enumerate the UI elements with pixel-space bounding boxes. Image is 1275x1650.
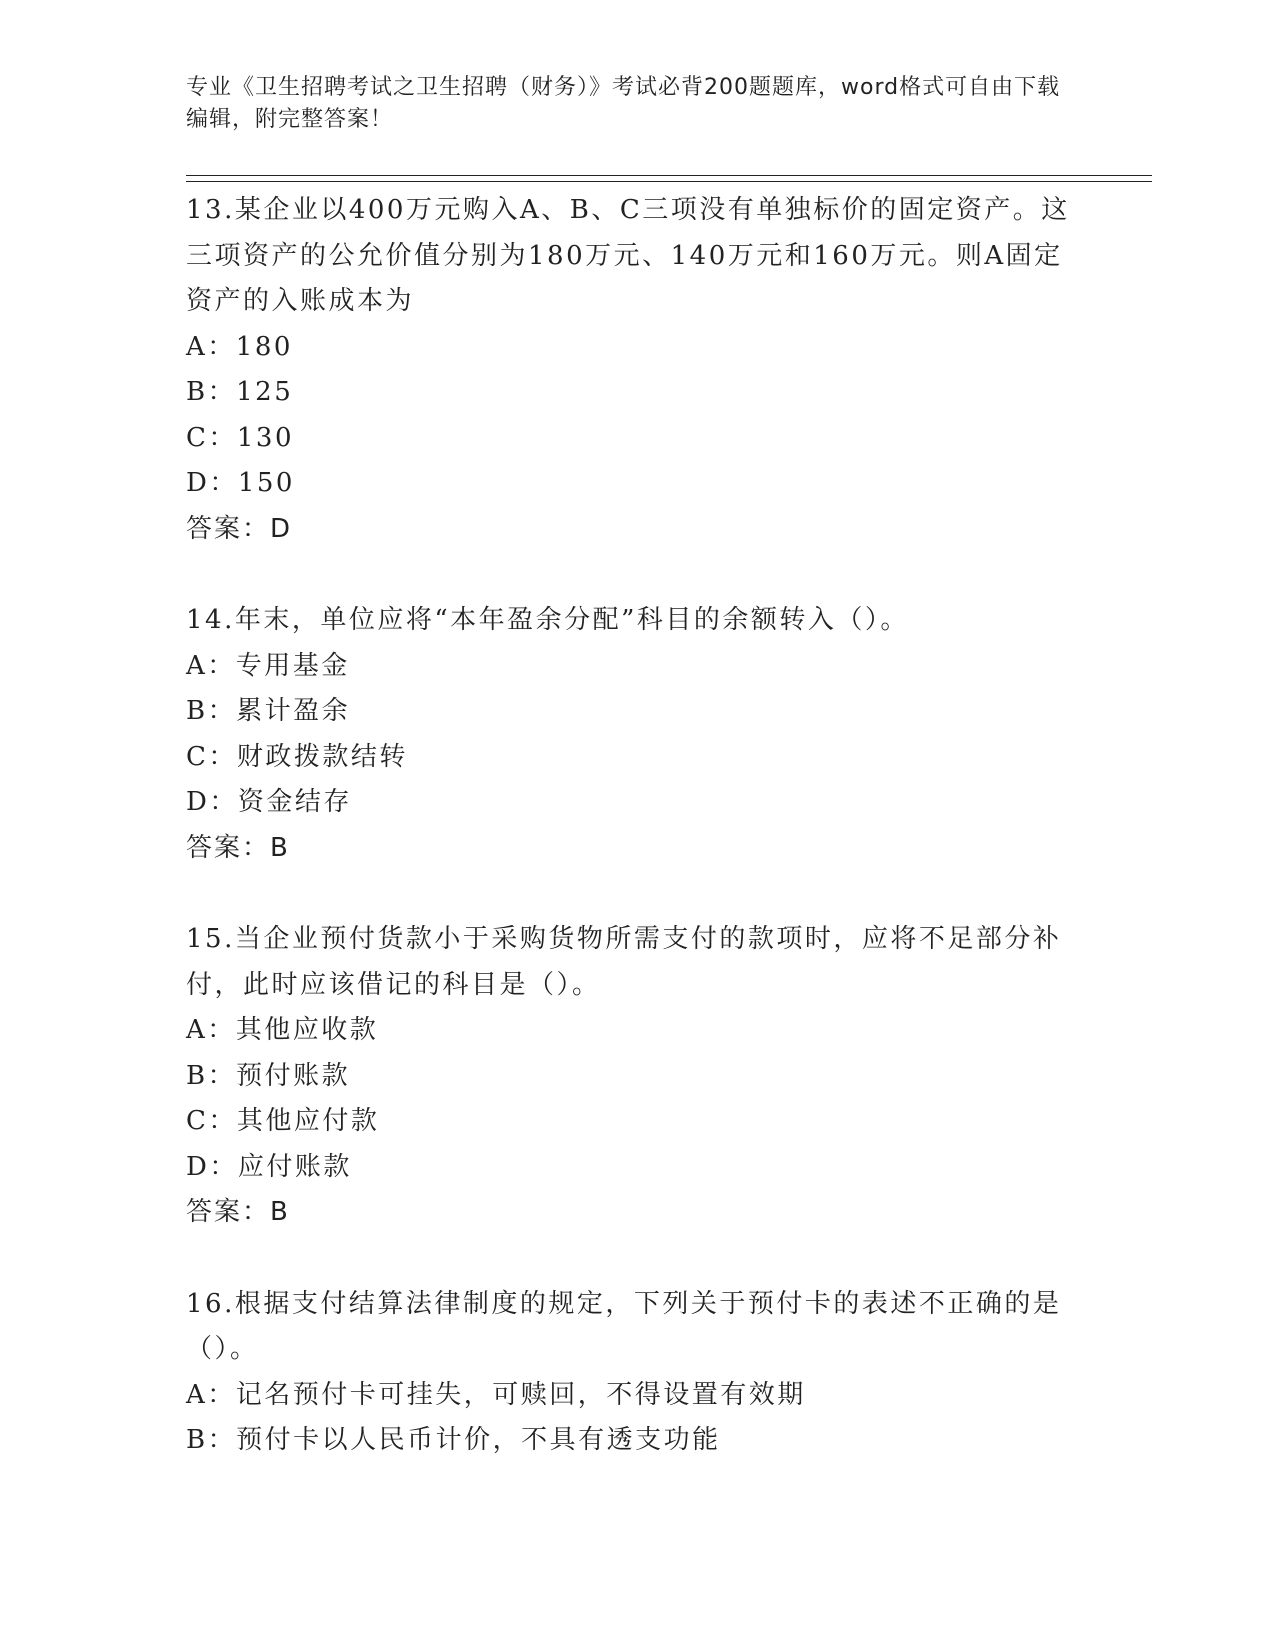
option-a: A：记名预付卡可挂失，可赎回，不得设置有效期 [186,1379,806,1410]
option-d: D：资金结存 [186,787,352,817]
answer-line: 答案：B [186,1197,290,1227]
option-c: C：其他应付款 [186,1106,380,1136]
question-list [186,188,1086,1464]
option-b: B：预付卡以人民币计价，不具有透支功能 [186,1425,721,1455]
option-d: D：应付账款 [186,1151,352,1182]
question-spacer [186,871,1086,917]
option-d: D：150 [186,468,295,498]
option-c: C：财政拨款结转 [186,741,408,772]
option-a: A：其他应收款 [186,1015,379,1045]
question-text: 16.根据支付结算法律制度的规定，下列关于预付卡的表述不正确的是（）。 [186,1288,1062,1364]
option-a: A：180 [186,331,293,362]
question-text: 15.当企业预付货款小于采购货物所需支付的款项时，应将不足部分补付，此时应该借记的科目是（）。 [186,924,1062,1000]
question-14 [186,598,1086,871]
answer-line: 答案：B [186,832,290,863]
question-13 [186,188,1086,552]
question-text: 13.某企业以400万元购入A、B、C三项没有单独标价的固定资产。这三项资产的公允价值分别为180万元、140万元和160万元。则A固定资产的入账成本为 [186,195,1070,316]
question-spacer [186,552,1086,598]
option-a: A：专用基金 [186,650,350,681]
option-c: C：130 [186,422,295,453]
question-16 [186,1282,1086,1464]
option-b: B：125 [186,377,294,407]
document-header: 专业《卫生招聘考试之卫生招聘（财务）》考试必背200题题库，word格式可自由下载编辑，附完整答案！ [186,75,1061,132]
option-b: B：累计盈余 [186,696,351,726]
header-rule-top [186,175,1152,176]
header-rule-bottom [186,181,1152,182]
question-spacer [186,1236,1086,1282]
question-15 [186,917,1086,1236]
question-text: 14.年末，单位应将“本年盈余分配”科目的余额转入（）。 [186,605,909,635]
answer-line: 答案：D [186,513,293,544]
option-b: B：预付账款 [186,1060,351,1091]
